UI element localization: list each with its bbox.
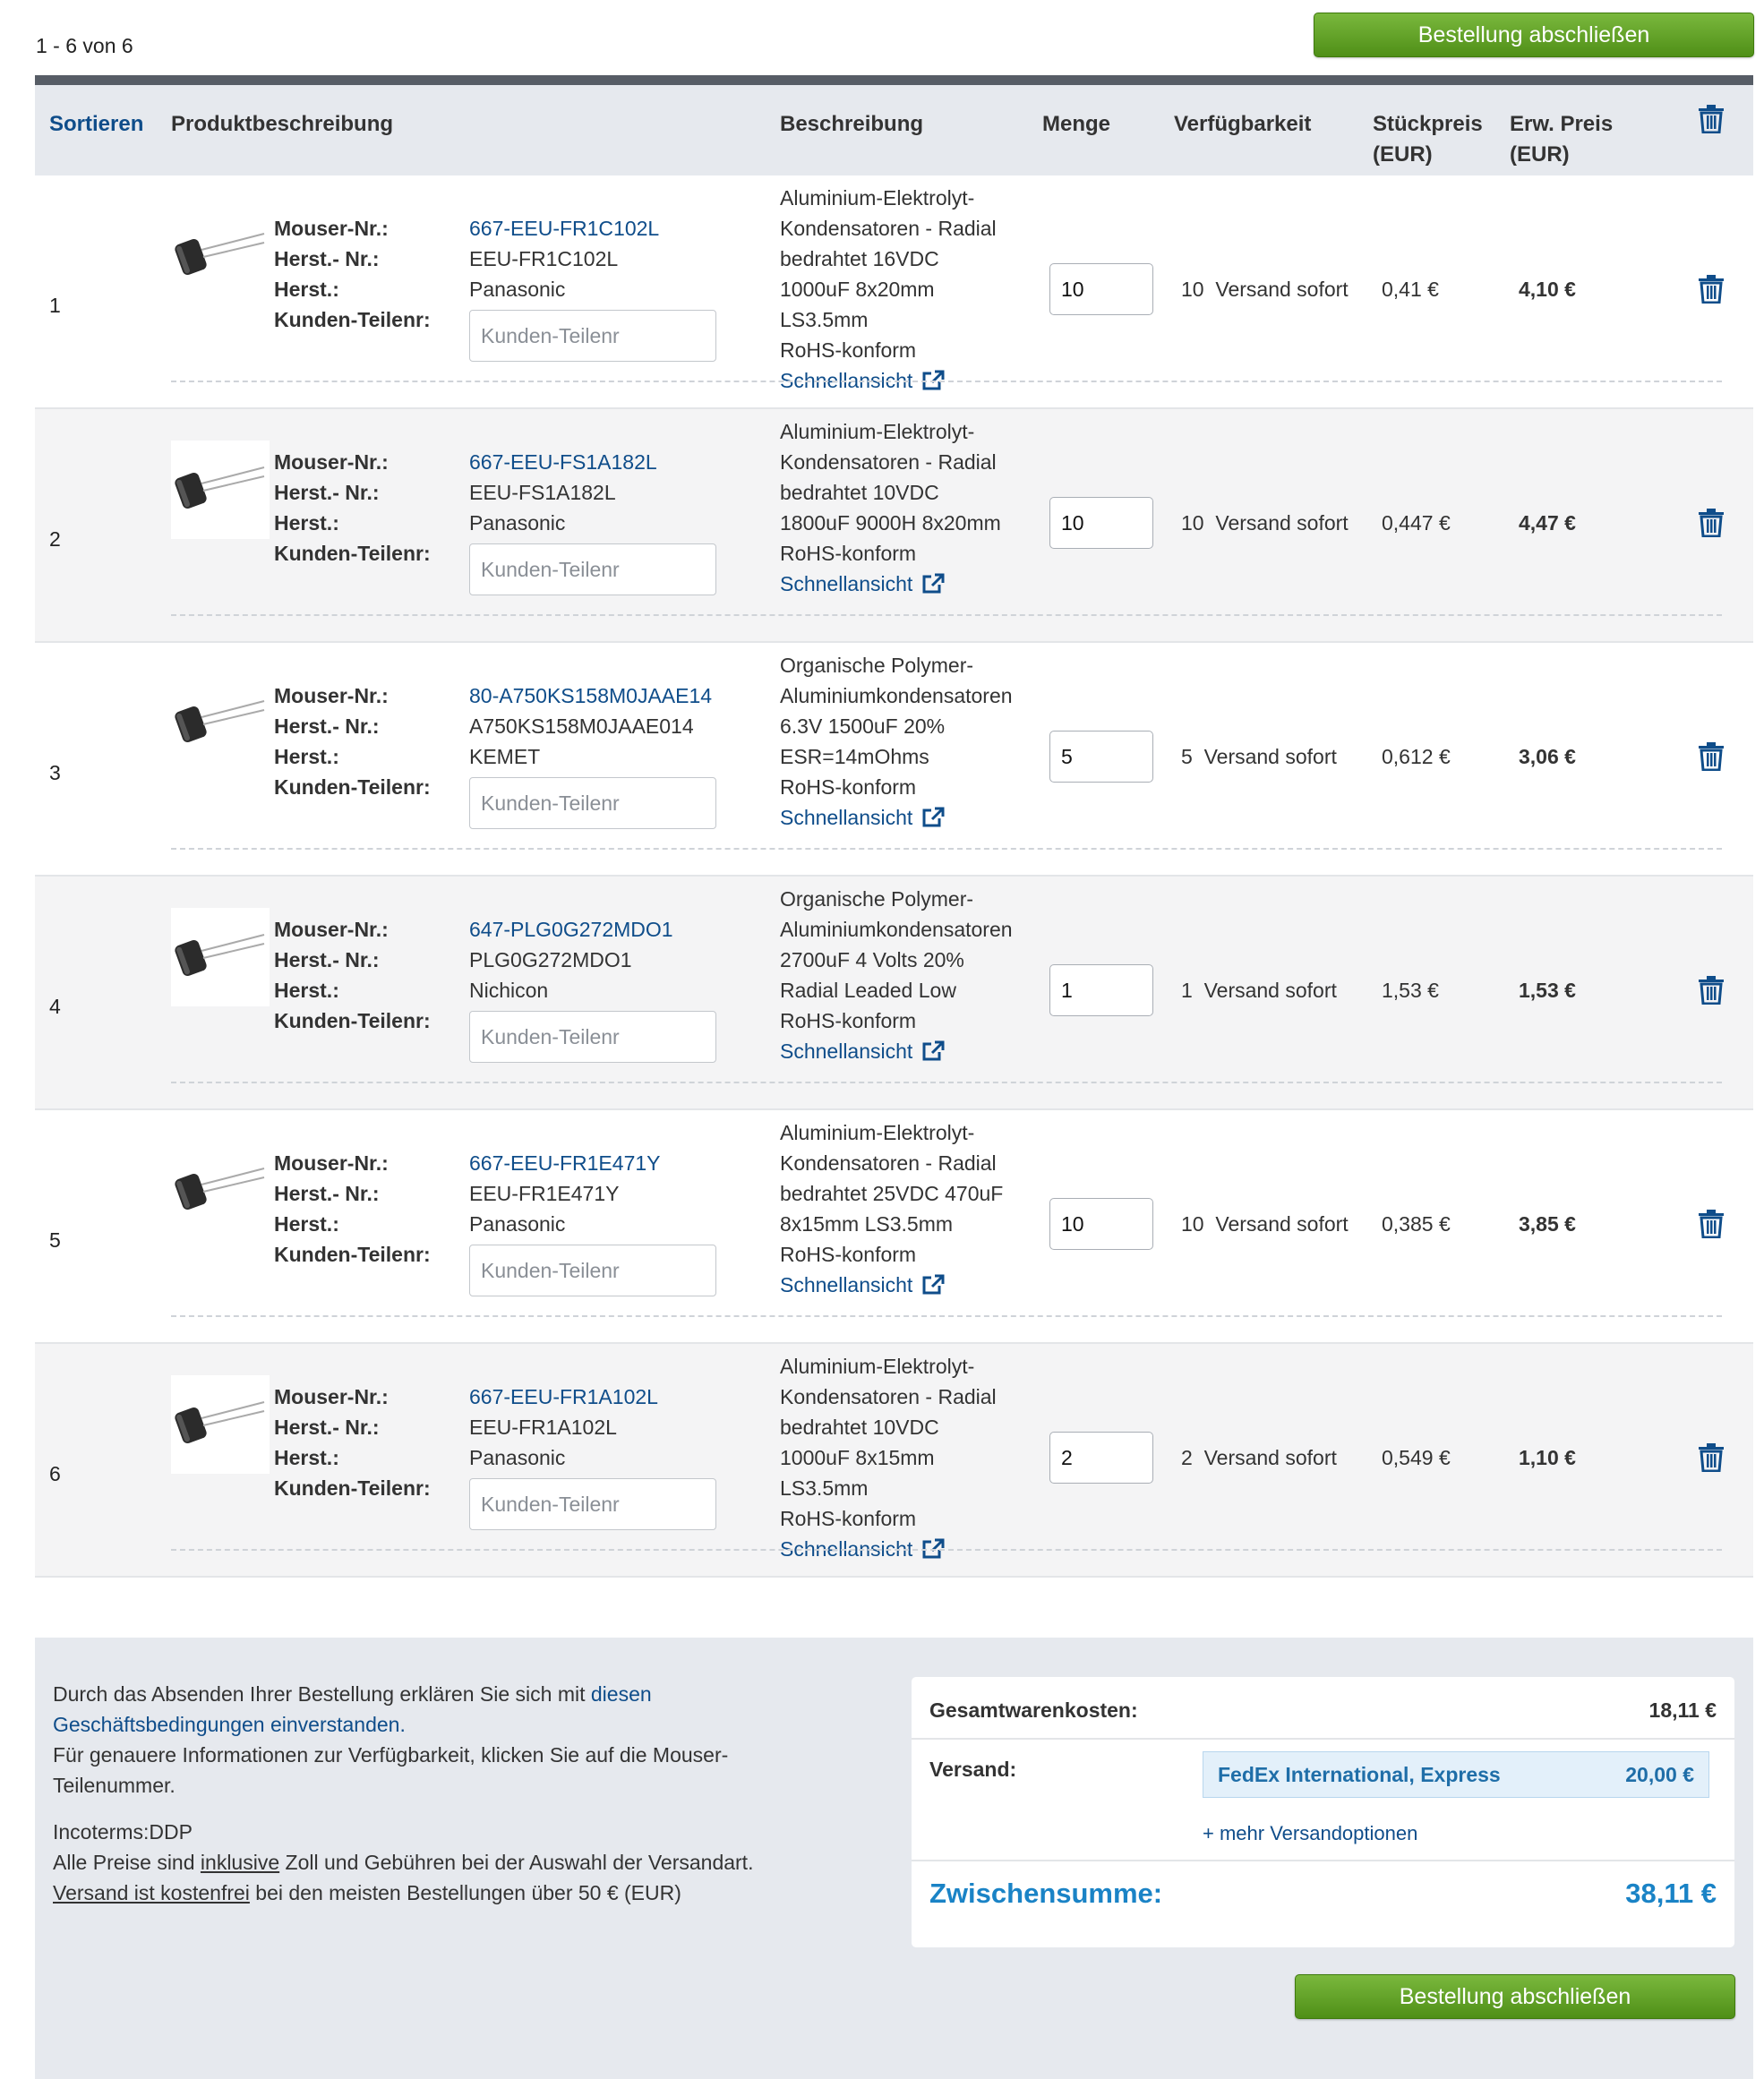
table-row: [35, 1344, 1753, 1578]
product-description: [780, 1351, 1040, 1564]
customer-part-input[interactable]: [469, 543, 716, 595]
subtotal-label: Zwischensumme:: [929, 1878, 1163, 1909]
mfr-pn-label: Herst.- Nr.:: [274, 948, 380, 971]
quick-view-link[interactable]: [780, 1270, 945, 1300]
description-line: 1800uF 9000H 8x20mm: [780, 511, 1001, 535]
manufacturer: Panasonic: [469, 511, 566, 535]
mfr-part-number: EEU-FS1A182L: [469, 481, 616, 504]
product-image[interactable]: [171, 908, 270, 1006]
part-values: [469, 1148, 661, 1239]
free-shipping-link[interactable]: Versand ist kostenfrei: [53, 1881, 250, 1904]
description-line: bedrahtet 10VDC: [780, 481, 939, 504]
delete-item-trash-icon[interactable]: [1698, 1443, 1725, 1472]
availability-text: Versand sofort: [1203, 979, 1337, 1002]
unit-price: 0,41 €: [1382, 278, 1439, 301]
cart-footer: [35, 1638, 1753, 2079]
mouser-part-link[interactable]: 667-EEU-FR1C102L: [469, 217, 660, 240]
availability: [1181, 1442, 1337, 1473]
availability-qty: 1: [1181, 979, 1193, 1002]
product-description: [780, 416, 1040, 599]
description-line: LS3.5mm: [780, 1476, 869, 1500]
row-number: 5: [49, 1228, 61, 1252]
customer-pn-label: Kunden-Teilenr:: [274, 775, 431, 799]
description-line: Radial Leaded Low: [780, 979, 956, 1002]
mfr-label: Herst.:: [274, 278, 339, 301]
availability-qty: 2: [1181, 1446, 1193, 1469]
customer-pn-label: Kunden-Teilenr:: [274, 308, 431, 331]
external-link-icon: [921, 1040, 945, 1062]
subtotal-value: 38,11 €: [1625, 1878, 1717, 1909]
description-line: Aluminium-Elektrolyt-: [780, 420, 975, 443]
description-line: RoHS-konform: [780, 542, 917, 565]
goods-total-row: [929, 1698, 1717, 1723]
description-line: 1000uF 8x15mm: [780, 1446, 935, 1469]
row-number: 3: [49, 761, 61, 784]
manufacturer: Panasonic: [469, 1212, 566, 1236]
customer-part-input[interactable]: [469, 777, 716, 829]
part-values: [469, 680, 712, 772]
description-line: Organische Polymer-: [780, 887, 974, 911]
part-labels: [274, 213, 431, 335]
customer-pn-label: Kunden-Teilenr:: [274, 1009, 431, 1032]
row-divider: [171, 848, 1722, 850]
col-unit-price: [1373, 109, 1483, 170]
row-number: 6: [49, 1462, 61, 1485]
description-line: Aluminiumkondensatoren: [780, 918, 1013, 941]
table-row: [35, 175, 1753, 409]
quick-view-label: Schnellansicht: [780, 1040, 913, 1063]
availability: [1181, 274, 1349, 304]
quick-view-label: Schnellansicht: [780, 1273, 913, 1296]
row-number: 1: [49, 294, 61, 317]
unit-price: 0,549 €: [1382, 1446, 1451, 1469]
cart-topbar: [0, 0, 1764, 76]
terms-text: [53, 1679, 841, 1924]
shipping-label: Versand:: [929, 1758, 1017, 1781]
shipping-method-selected[interactable]: [1203, 1751, 1709, 1798]
description-line: RoHS-konform: [780, 775, 917, 799]
mfr-pn-label: Herst.- Nr.:: [274, 1182, 380, 1205]
mfr-part-number: EEU-FR1A102L: [469, 1416, 617, 1439]
table-row: [35, 877, 1753, 1110]
mfr-pn-label: Herst.- Nr.:: [274, 1416, 380, 1439]
manufacturer: Panasonic: [469, 1446, 566, 1469]
terms-link-agb[interactable]: Geschäftsbedingungen einverstanden.: [53, 1713, 406, 1736]
delete-item-trash-icon[interactable]: [1698, 1210, 1725, 1238]
mfr-part-number: PLG0G272MDO1: [469, 948, 632, 971]
row-divider: [171, 1549, 1722, 1551]
extended-price: 1,53 €: [1519, 979, 1576, 1002]
mfr-label: Herst.:: [274, 511, 339, 535]
incoterms: Incoterms:DDP: [53, 1820, 193, 1844]
mouser-label: Mouser-Nr.:: [274, 684, 389, 707]
quantity-input[interactable]: [1049, 263, 1153, 315]
summary-divider: [912, 1860, 1734, 1861]
product-description: [780, 183, 1040, 396]
quick-view-link[interactable]: [780, 569, 945, 599]
mouser-part-link[interactable]: 667-EEU-FS1A182L: [469, 450, 657, 474]
description-line: bedrahtet 16VDC: [780, 247, 939, 270]
unit-price: 1,53 €: [1382, 979, 1439, 1002]
availability: [1181, 741, 1337, 772]
product-image[interactable]: [171, 1142, 270, 1240]
description-line: Organische Polymer-: [780, 654, 974, 677]
description-line: ESR=14mOhms: [780, 745, 929, 768]
description-line: Kondensatoren - Radial: [780, 1151, 997, 1175]
extended-price: 3,85 €: [1519, 1212, 1576, 1236]
unit-price: 0,447 €: [1382, 511, 1451, 535]
delete-item-trash-icon[interactable]: [1698, 976, 1725, 1005]
quick-view-link[interactable]: [780, 802, 945, 833]
extended-price: 1,10 €: [1519, 1446, 1576, 1469]
part-values: [469, 447, 657, 538]
delete-all-trash-icon[interactable]: [1698, 105, 1725, 133]
part-labels: [274, 447, 431, 569]
description-line: 1000uF 8x20mm: [780, 278, 935, 301]
external-link-icon: [921, 807, 945, 828]
availability-info: Für genauere Informationen zur Verfügbarkeit, klicken Sie auf die Mouser-Teilenummer.: [53, 1743, 729, 1797]
description-line: Kondensatoren - Radial: [780, 217, 997, 240]
row-number: 4: [49, 995, 61, 1018]
availability: [1181, 508, 1349, 538]
availability-text: Versand sofort: [1203, 745, 1337, 768]
mfr-part-number: EEU-FR1E471Y: [469, 1182, 620, 1205]
summary-divider: [912, 1738, 1734, 1740]
product-description: [780, 650, 1040, 833]
row-divider: [171, 381, 1722, 382]
mfr-label: Herst.:: [274, 1446, 339, 1469]
customer-pn-label: Kunden-Teilenr:: [274, 1243, 431, 1266]
goods-total-value: 18,11 €: [1648, 1698, 1717, 1722]
customer-pn-label: Kunden-Teilenr:: [274, 542, 431, 565]
result-count: 1 - 6 von 6: [36, 34, 133, 57]
extended-price: 4,10 €: [1519, 278, 1576, 301]
availability: [1181, 975, 1337, 1005]
product-image[interactable]: [171, 1375, 270, 1474]
col-ext-price-line1: Erw. Preis: [1510, 112, 1614, 136]
row-number: 2: [49, 527, 61, 551]
mfr-part-number: A750KS158M0JAAE014: [469, 714, 694, 738]
mouser-label: Mouser-Nr.:: [274, 217, 389, 240]
product-image[interactable]: [171, 207, 270, 305]
table-row: [35, 643, 1753, 877]
mouser-part-link[interactable]: 80-A750KS158M0JAAE14: [469, 684, 713, 707]
mouser-part-link[interactable]: 667-EEU-FR1A102L: [469, 1385, 658, 1408]
part-labels: [274, 1382, 431, 1503]
mouser-label: Mouser-Nr.:: [274, 918, 389, 941]
checkout-button-bottom[interactable]: Bestellung abschließen: [1295, 1974, 1735, 2019]
table-row: [35, 409, 1753, 643]
mouser-label: Mouser-Nr.:: [274, 450, 389, 474]
description-line: Kondensatoren - Radial: [780, 1385, 997, 1408]
mfr-label: Herst.:: [274, 745, 339, 768]
description-line: LS3.5mm: [780, 308, 869, 331]
description-line: RoHS-konform: [780, 338, 917, 362]
description-line: bedrahtet 25VDC 470uF: [780, 1182, 1004, 1205]
external-link-icon: [921, 1274, 945, 1296]
table-body: [35, 175, 1753, 1578]
manufacturer: Nichicon: [469, 979, 549, 1002]
description-line: 6.3V 1500uF 20%: [780, 714, 946, 738]
description-line: bedrahtet 10VDC: [780, 1416, 939, 1439]
table-row: [35, 1110, 1753, 1344]
description-line: Kondensatoren - Radial: [780, 450, 997, 474]
manufacturer: Panasonic: [469, 278, 566, 301]
mfr-pn-label: Herst.- Nr.:: [274, 714, 380, 738]
manufacturer: KEMET: [469, 745, 541, 768]
shipping-method-price: 20,00 €: [1625, 1763, 1694, 1786]
description-line: RoHS-konform: [780, 1507, 917, 1530]
product-description: [780, 884, 1040, 1066]
quick-view-label: Schnellansicht: [780, 806, 913, 829]
quantity-input[interactable]: [1049, 731, 1153, 783]
description-line: RoHS-konform: [780, 1009, 917, 1032]
availability-qty: 10: [1181, 1212, 1204, 1236]
goods-total-label: Gesamtwarenkosten:: [929, 1698, 1138, 1722]
quantity-input[interactable]: [1049, 497, 1153, 549]
row-divider: [171, 1315, 1722, 1317]
customer-pn-label: Kunden-Teilenr:: [274, 1476, 431, 1500]
col-description: Beschreibung: [780, 112, 924, 136]
mfr-pn-label: Herst.- Nr.:: [274, 247, 380, 270]
part-labels: [274, 1148, 431, 1270]
more-shipping-options-link[interactable]: + mehr Versandoptionen: [1203, 1822, 1418, 1844]
customer-part-input[interactable]: [469, 1011, 716, 1063]
mfr-label: Herst.:: [274, 979, 339, 1002]
checkout-button-top[interactable]: Bestellung abschließen: [1314, 13, 1754, 57]
description-line: Aluminium-Elektrolyt-: [780, 186, 975, 210]
terms-prefix: Durch das Absenden Ihrer Bestellung erklären Sie sich mit: [53, 1682, 591, 1706]
availability-qty: 10: [1181, 511, 1204, 535]
availability-qty: 5: [1181, 745, 1193, 768]
quantity-input[interactable]: [1049, 1432, 1153, 1484]
part-values: [469, 213, 659, 304]
quick-view-link[interactable]: [780, 1036, 945, 1066]
customer-part-input[interactable]: [469, 310, 716, 362]
availability-text: Versand sofort: [1215, 278, 1349, 301]
col-product: Produktbeschreibung: [171, 112, 394, 136]
description-line: RoHS-konform: [780, 1243, 917, 1266]
col-unit-price-line1: Stückpreis: [1373, 112, 1483, 136]
delete-item-trash-icon[interactable]: [1698, 275, 1725, 304]
quantity-input[interactable]: [1049, 1198, 1153, 1250]
description-line: Aluminium-Elektrolyt-: [780, 1355, 975, 1378]
availability-qty: 10: [1181, 278, 1204, 301]
mfr-pn-label: Herst.- Nr.:: [274, 481, 380, 504]
col-ext-price: [1510, 109, 1613, 170]
mouser-part-link[interactable]: 667-EEU-FR1E471Y: [469, 1151, 661, 1175]
delete-item-trash-icon[interactable]: [1698, 509, 1725, 537]
availability-text: Versand sofort: [1215, 511, 1349, 535]
product-image[interactable]: [171, 441, 270, 539]
mfr-label: Herst.:: [274, 1212, 339, 1236]
description-line: Aluminium-Elektrolyt-: [780, 1121, 975, 1144]
terms-link-diesen[interactable]: diesen: [590, 1682, 652, 1706]
prices-prefix: Alle Preise sind: [53, 1851, 201, 1874]
sort-link[interactable]: Sortieren: [49, 112, 144, 136]
col-ext-price-line2: (EUR): [1510, 142, 1570, 167]
unit-price: 0,385 €: [1382, 1212, 1451, 1236]
delete-item-trash-icon[interactable]: [1698, 742, 1725, 771]
part-values: [469, 1382, 658, 1473]
quantity-input[interactable]: [1049, 964, 1153, 1016]
part-labels: [274, 914, 431, 1036]
row-divider: [171, 614, 1722, 616]
external-link-icon: [921, 573, 945, 595]
product-description: [780, 1117, 1040, 1300]
prices-suffix: Zoll und Gebühren bei der Auswahl der Versandart.: [279, 1851, 754, 1874]
description-line: 8x15mm LS3.5mm: [780, 1212, 954, 1236]
cart-table: [35, 75, 1753, 1578]
col-availability: Verfügbarkeit: [1174, 112, 1312, 136]
mouser-label: Mouser-Nr.:: [274, 1151, 389, 1175]
unit-price: 0,612 €: [1382, 745, 1451, 768]
mouser-label: Mouser-Nr.:: [274, 1385, 389, 1408]
table-header: [35, 75, 1753, 175]
extended-price: 4,47 €: [1519, 511, 1576, 535]
extended-price: 3,06 €: [1519, 745, 1576, 768]
customer-part-input[interactable]: [469, 1245, 716, 1296]
product-image[interactable]: [171, 674, 270, 773]
order-summary: [912, 1677, 1734, 1947]
free-shipping-suffix: bei den meisten Bestellungen über 50 € (EUR): [249, 1881, 681, 1904]
availability: [1181, 1209, 1349, 1239]
mouser-part-link[interactable]: 647-PLG0G272MDO1: [469, 918, 673, 941]
row-divider: [171, 1082, 1722, 1083]
part-values: [469, 914, 673, 1005]
part-labels: [274, 680, 431, 802]
shipping-method-name: FedEx International, Express: [1218, 1763, 1501, 1786]
availability-text: Versand sofort: [1203, 1446, 1337, 1469]
col-unit-price-line2: (EUR): [1373, 142, 1433, 167]
prices-inclusive-link[interactable]: inklusive: [200, 1851, 280, 1874]
description-line: 2700uF 4 Volts 20%: [780, 948, 964, 971]
col-quantity: Menge: [1042, 112, 1111, 136]
customer-part-input[interactable]: [469, 1478, 716, 1530]
quick-view-label: Schnellansicht: [780, 1537, 913, 1561]
description-line: Aluminiumkondensatoren: [780, 684, 1013, 707]
quick-view-label: Schnellansicht: [780, 369, 913, 392]
availability-text: Versand sofort: [1215, 1212, 1349, 1236]
mfr-part-number: EEU-FR1C102L: [469, 247, 619, 270]
quick-view-label: Schnellansicht: [780, 572, 913, 595]
